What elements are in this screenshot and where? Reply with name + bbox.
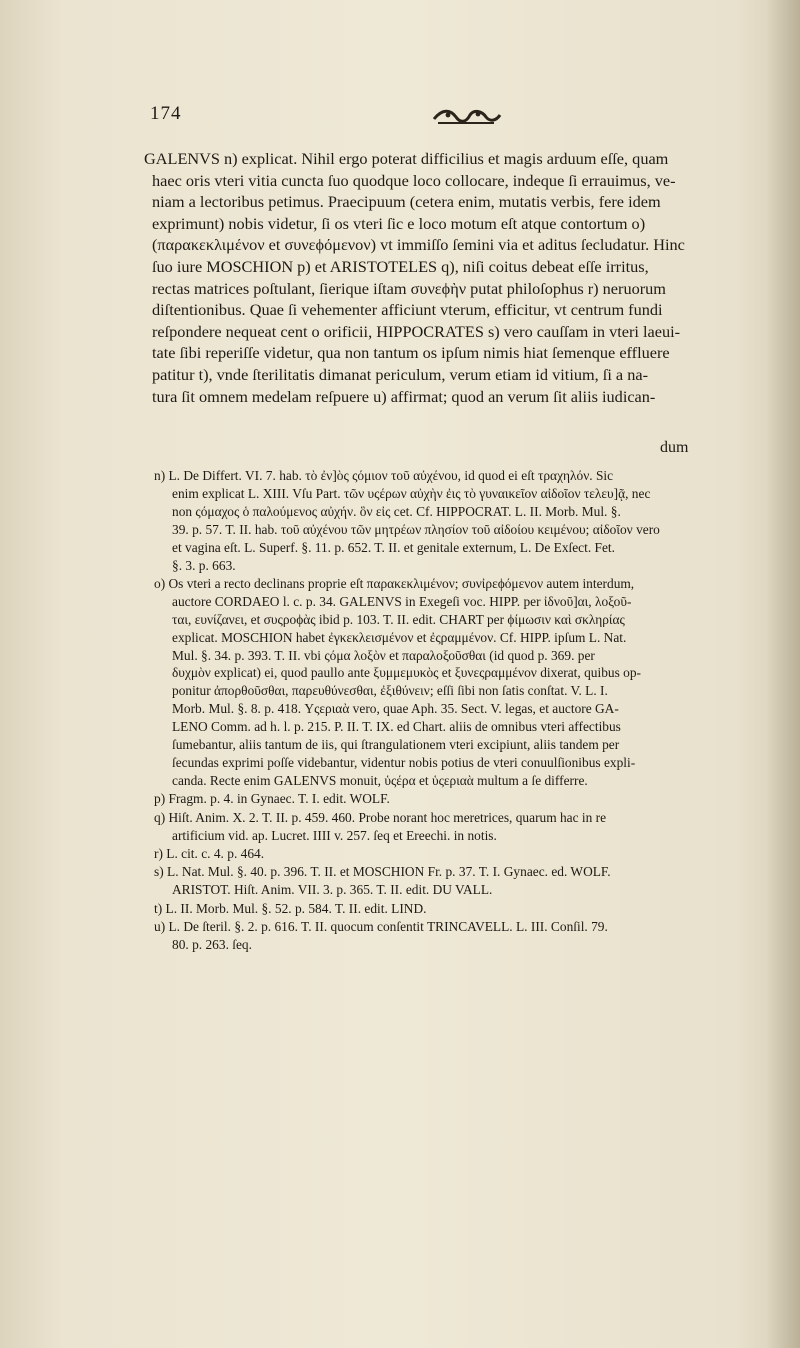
footnote-line: 80. p. 263. ſeq.	[172, 937, 252, 953]
text-line: tura ſit omnem medelam reſpuere u) affirmat; quod an verum ſit aliis iudican-	[152, 386, 656, 406]
text-line: reſpondere nequeat cent o orificii, HIPPOCRATES s) vero cauſſam in vteri laeui-	[152, 321, 681, 341]
footnote-line: explicat. MOSCHION habet ἐγκεκλεισμένον et ἐςραμμένον. Cf. HIPP. ipſum L. Nat.	[172, 629, 627, 645]
footnote-line: §. 3. p. 663.	[172, 557, 236, 573]
footnote-line: LENO Comm. ad h. l. p. 215. P. II. T. IX. ed Chart. aliis de omnibus vteri affectibus	[172, 719, 621, 735]
footnote-u	[154, 918, 714, 954]
footnote-line: ται, ευνίζανει, et συςροϕὰς ibid p. 103. T. II. edit. CHART per ϕίμωσιν καὶ σκληρίας	[172, 611, 625, 627]
footnote-o	[154, 575, 714, 790]
footnotes	[154, 467, 714, 954]
footnote-line: Morb. Mul. §. 8. p. 418. Υςεριαὰ vero, quae Aph. 35. Sect. V. legas, et auctore GA-	[172, 701, 619, 717]
footnote-line: ſecundas exprimi poſſe videbantur, videntur nobis potius de vteri conuulſionibus expli-	[172, 755, 636, 770]
text-line: haec oris vteri vitia cuncta ſuo quodque loco collocare, indeque ſi errauimus, ve-	[152, 170, 676, 190]
footnote-line: canda. Recte enim GALENVS monuit, ὑςέρα et ὑςεριαὰ multum a ſe differre.	[172, 772, 588, 788]
footnote-line: Mul. §. 34. p. 393. T. II. vbi ςόμα λοξὸν et παραλοξοῦσθαι (id quod p. 369. per	[172, 647, 595, 663]
text-line: exprimunt) nobis videtur, ſi os vteri ſic e loco motum eſt atque contortum o)	[152, 213, 646, 233]
footnote-line: et vagina eſt. L. Superf. §. 11. p. 652. T. II. et genitale externum, L. De Exſect. Fet.	[172, 539, 616, 555]
catchword: dum	[660, 439, 689, 456]
footnote-line: p) Fragm. p. 4. in Gynaec. T. I. edit. WOLF.	[154, 791, 390, 807]
footnote-r	[154, 845, 714, 863]
footnote-line: o) Os vteri a recto declinans proprie eſt παρακεκλιμένον; συνἰρεϕόμενον autem interdum,	[154, 575, 635, 591]
footnote-line: r) L. cit. c. 4. p. 464.	[154, 846, 265, 862]
main-text-block	[144, 148, 704, 407]
footnote-line: auctore CORDAEO l. c. p. 34. GALENVS in Exegeſi voc. HIPP. per ἰδνοῦ]αι, λοξοῦ-	[172, 593, 632, 609]
footnote-line: s) L. Nat. Mul. §. 40. p. 396. T. II. et MOSCHION Fr. p. 37. T. I. Gynaec. ed. WOLF.	[154, 864, 611, 880]
page-header	[150, 103, 710, 139]
footnote-line: artificium vid. ap. Lucret. IIII v. 257. ſeq et Ereechi. in notis.	[172, 827, 497, 843]
footnote-line: ponitur ἀπορθοῦσθαι, παρευθύνεσθαι, ἐξιθύνειν; eſſi ſibi non ſatis conſtat. V. L. I.	[172, 683, 608, 699]
text-line: GALENVS n) explicat. Nihil ergo poterat difficilius et magis arduum eſſe, quam	[144, 149, 669, 168]
footnote-line: δυχμὸν explicat) ei, quod paullo ante ξυμμεμυκὸς et ξυνεςραμμένον dixerat, quibus op-	[172, 665, 641, 681]
printer-ornament-icon	[430, 107, 502, 127]
footnote-q	[154, 809, 714, 845]
footnote-line: non ςόμαχος ὁ παλούμενος αὐχήν. ὃν εἰς cet. Cf. HIPPOCRAT. L. II. Morb. Mul. §.	[172, 503, 621, 519]
footnote-line: ſumebantur, aliis tantum de iis, qui ſtrangulationem vteri excipiunt, aliis tandem per	[172, 737, 620, 753]
footnote-line: n) L. De Differt. VI. 7. hab. τὸ ἐν]ὸς ςόμιον τοῦ αὐχένου, id quod ei eſt τραχηλόν. Sic	[154, 468, 614, 483]
footnote-line: 39. p. 57. T. II. hab. τοῦ αὐχένου τῶν μητρέων πλησίον τοῦ αἰδοίου κειμένου; αἰδοῖον vero	[172, 521, 660, 537]
page-number: 174	[150, 103, 182, 124]
footnote-line: u) L. De ſteril. §. 2. p. 616. T. II. quocum conſentit TRINCAVELL. L. III. Conſil. 79.	[154, 919, 608, 935]
footnote-line: ARISTOT. Hiſt. Anim. VII. 3. p. 365. T. II. edit. DU VALL.	[172, 882, 493, 898]
text-line: patitur t), vnde ſterilitatis dimanat periculum, verum etiam id vitium, ſi a na-	[152, 364, 648, 384]
text-line: tate ſibi reperiſſe videtur, qua non tantum os ipſum nimis hiat ſemenque effluere	[152, 343, 670, 363]
text-line: diſtentionibus. Quae ſi vehementer afficiunt vterum, efficitur, vt centrum fundi	[152, 300, 663, 320]
text-line: rectas matrices poſtulant, ſierique iſtam συνεϕὴν putat philoſophus r) neruorum	[152, 278, 666, 298]
footnote-line: t) L. II. Morb. Mul. §. 52. p. 584. T. II. edit. LIND.	[154, 900, 427, 916]
footnote-p	[154, 790, 714, 808]
footnote-n	[154, 467, 714, 574]
footnote-t	[154, 900, 714, 918]
text-line: (παρακεκλιμένον et συνεϕόμενον) vt immiſſo ſemini via et aditus ſecludatur. Hinc	[152, 235, 685, 255]
page-edge-shadow	[766, 0, 800, 1348]
text-line: niam a lectoribus petimus. Praecipuum (cetera enim, mutatis verbis, fere idem	[152, 192, 661, 212]
footnote-line: enim explicat L. XIII. Vſu Part. τῶν υςέρων αὐχὴν ἐις τὸ γυναικεῖον αἰδοῖον τελευ]ᾷ, nec	[172, 485, 651, 501]
footnote-line: q) Hiſt. Anim. X. 2. T. II. p. 459. 460. Probe norant hoc meretrices, quarum hac in re	[154, 809, 607, 825]
text-line: ſuo iure MOSCHION p) et ARISTOTELES q), niſi coitus debeat eſſe irritus,	[152, 256, 649, 276]
footnote-s	[154, 863, 714, 899]
